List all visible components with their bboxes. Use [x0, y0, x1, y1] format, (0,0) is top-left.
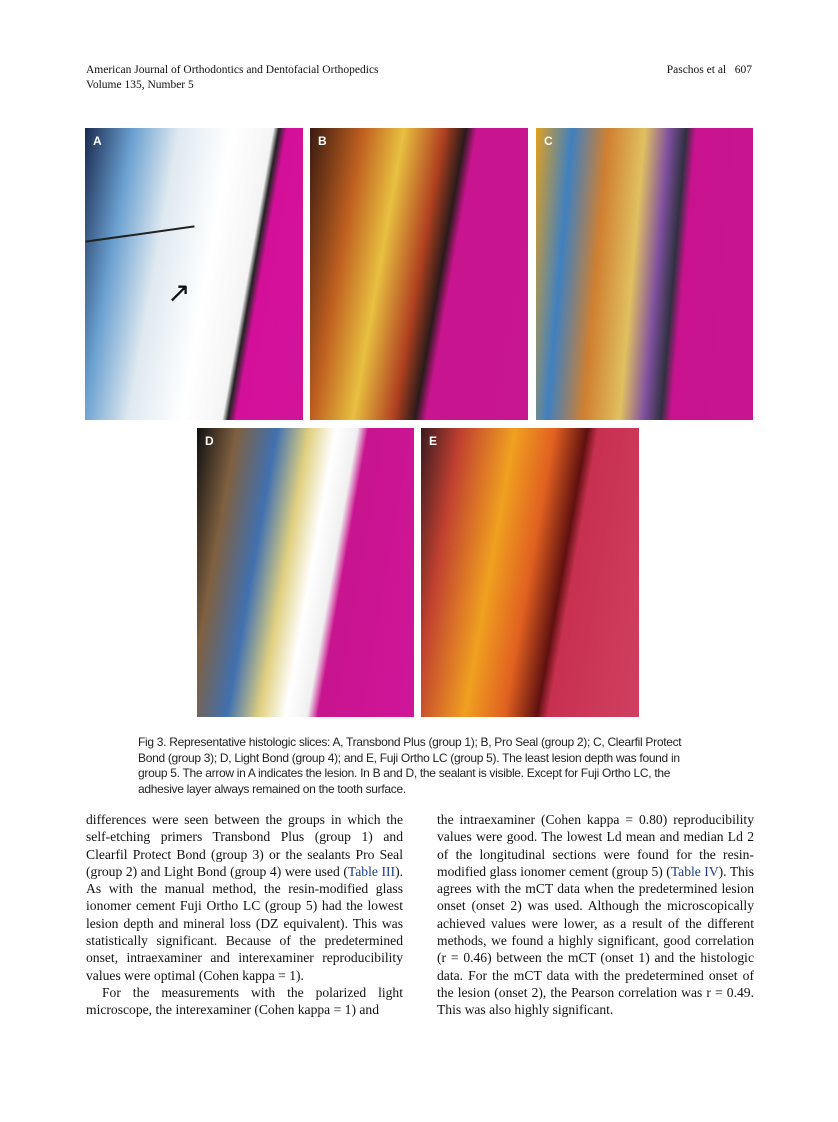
body-text: ). This agrees with the mCT data when the predetermined lesion onset (onset 2) was used. Although the microscopically achieved values were lower, as a result of the different methods, we found a highly significant, good correlation (r = 0.46) between the mCT (onset 1) and the histologic data. For the mCT data with the predetermined onset of the lesion (onset 2), the Pearson correlation was r = 0.49. This was also highly significant.: [437, 863, 754, 1018]
arrow-icon: ↗: [167, 276, 191, 309]
figure-panel-c: [536, 128, 753, 420]
left-column: [86, 811, 403, 1019]
figure-panel-b: [310, 128, 528, 420]
panel-label: E: [429, 434, 438, 448]
panel-label: D: [205, 434, 214, 448]
body-text: differences were seen between the groups in which the self-etching primers Transbond Plus (group 1) and Clearfil Protect Bond (group 3) or the sealants Pro Seal (group 2) and Light Bond (group 4) were used (: [86, 812, 403, 879]
running-header: [86, 63, 379, 93]
journal-title: American Journal of Orthodontics and Dentofacial Orthopedics: [86, 64, 379, 76]
figure-panel-a: [85, 128, 303, 420]
table-iii-link[interactable]: Table III: [347, 863, 396, 879]
journal-volume: Volume 135, Number 5: [86, 79, 194, 91]
figure-panel-d: [197, 428, 414, 717]
body-text: the intraexaminer (Cohen kappa = 0.80) reproducibility values were good. The lowest Ld mean and median Ld 2 of the longitudinal sections were found for the resin-modified glass ionomer cement (group 5) (: [437, 812, 754, 879]
panel-label: C: [544, 134, 553, 148]
panel-label: B: [318, 134, 327, 148]
page-header-right: [667, 63, 752, 78]
figure-caption: Fig 3. Representative histologic slices: A, Transbond Plus (group 1); B, Pro Seal (group 2); C, Clearfil Protect Bond (group 3); D, Light Bond (group 4); and E, Fuji Ortho LC (group 5). The least lesion depth was found in group 5. The arrow in A indicates the lesion. In B and D, the sealant is visible. Except for Fuji Ortho LC, the adhesive layer always remained on the tooth surface.: [138, 735, 682, 796]
right-column: [437, 811, 754, 1019]
table-iv-link[interactable]: Table IV: [670, 863, 719, 879]
figure-panel-e: [421, 428, 639, 717]
body-paragraph: For the measurements with the polarized light microscope, the interexaminer (Cohen kappa = 1) and: [86, 984, 403, 1018]
authors: Paschos et al: [666, 64, 727, 76]
page-number: 607: [734, 64, 752, 76]
body-text: ). As with the manual method, the resin-modified glass ionomer cement Fuji Ortho LC (group 5) had the lowest lesion depth and mineral loss (DZ equivalent). This was statistically significant. Because of the predetermined onset, intraexaminer and interexaminer reproducibility values were optimal (Cohen kappa = 1).: [86, 863, 403, 983]
panel-label: A: [93, 134, 102, 148]
crack-line: [85, 225, 194, 242]
